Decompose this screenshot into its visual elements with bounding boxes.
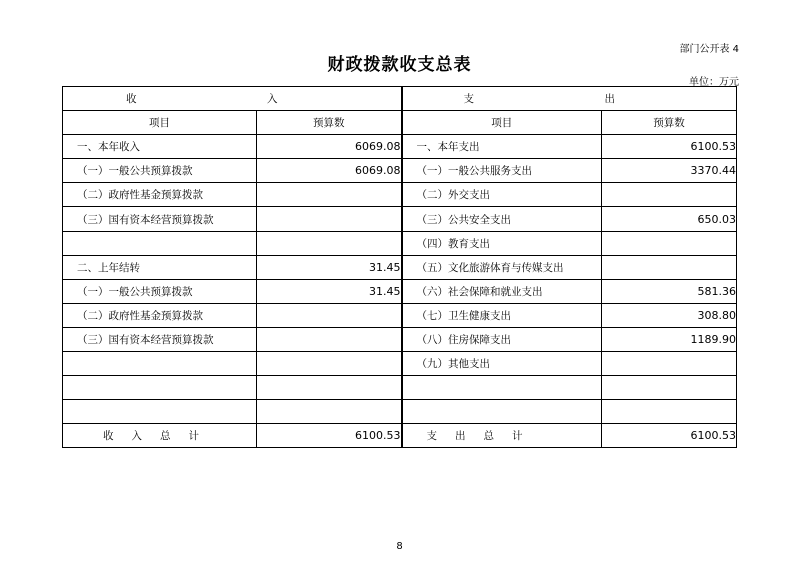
income-value <box>257 231 402 255</box>
table-row <box>63 159 737 183</box>
table-code: 部门公开表 4 <box>679 44 739 55</box>
income-value <box>257 400 402 424</box>
income-value: 6069.08 <box>257 159 402 183</box>
expense-label: （六）社会保障和就业支出 <box>402 279 602 303</box>
table-row <box>63 135 737 159</box>
expense-label: （二）外交支出 <box>402 183 602 207</box>
income-label: （二）政府性基金预算拨款 <box>63 303 257 327</box>
total-row <box>63 424 737 448</box>
income-value: 6069.08 <box>257 135 402 159</box>
expense-value <box>602 352 737 376</box>
income-label: 一、本年收入 <box>63 135 257 159</box>
expense-budget-header: 预算数 <box>602 111 737 135</box>
income-label: （三）国有资本经营预算拨款 <box>63 207 257 231</box>
expense-total-label: 支出总计 <box>402 424 602 448</box>
table-row <box>63 183 737 207</box>
unit-label: 单位：万元 <box>689 77 739 88</box>
expense-value <box>602 231 737 255</box>
expense-label: （七）卫生健康支出 <box>402 303 602 327</box>
income-label: （一）一般公共预算拨款 <box>63 279 257 303</box>
expense-label <box>402 376 602 400</box>
expense-item-header: 项目 <box>402 111 602 135</box>
expense-label: （三）公共安全支出 <box>402 207 602 231</box>
expense-value: 3370.44 <box>602 159 737 183</box>
expense-value: 308.80 <box>602 303 737 327</box>
table-row <box>63 327 737 351</box>
expense-header: 支 出 <box>402 87 737 111</box>
table-row <box>63 255 737 279</box>
expense-label: 一、本年支出 <box>402 135 602 159</box>
expense-value <box>602 376 737 400</box>
expense-label: （四）教育支出 <box>402 231 602 255</box>
table-row <box>63 303 737 327</box>
income-label: （三）国有资本经营预算拨款 <box>63 327 257 351</box>
income-budget-header: 预算数 <box>257 111 402 135</box>
table-row <box>63 231 737 255</box>
income-value <box>257 183 402 207</box>
income-label: （一）一般公共预算拨款 <box>63 159 257 183</box>
income-label <box>63 231 257 255</box>
table-row <box>63 207 737 231</box>
income-value <box>257 352 402 376</box>
income-value <box>257 207 402 231</box>
expense-total-value: 6100.53 <box>602 424 737 448</box>
expense-value: 650.03 <box>602 207 737 231</box>
table-row <box>63 376 737 400</box>
income-value <box>257 303 402 327</box>
section-header-row <box>63 87 737 111</box>
table-row <box>63 352 737 376</box>
expense-label <box>402 400 602 424</box>
income-label: 二、上年结转 <box>63 255 257 279</box>
income-total-value: 6100.53 <box>257 424 402 448</box>
expense-label: （八）住房保障支出 <box>402 327 602 351</box>
expense-label: （五）文化旅游体育与传媒支出 <box>402 255 602 279</box>
income-label <box>63 400 257 424</box>
income-header: 收 入 <box>63 87 402 111</box>
income-value <box>257 327 402 351</box>
expense-value <box>602 255 737 279</box>
expense-value: 581.36 <box>602 279 737 303</box>
table-row <box>63 400 737 424</box>
expense-label: （一）一般公共服务支出 <box>402 159 602 183</box>
income-item-header: 项目 <box>63 111 257 135</box>
income-value: 31.45 <box>257 255 402 279</box>
table-row <box>63 279 737 303</box>
expense-value <box>602 183 737 207</box>
income-total-label: 收入总计 <box>63 424 257 448</box>
expense-value <box>602 400 737 424</box>
income-value: 31.45 <box>257 279 402 303</box>
income-value <box>257 376 402 400</box>
expense-value: 6100.53 <box>602 135 737 159</box>
income-label <box>63 352 257 376</box>
budget-table <box>62 86 737 448</box>
income-label: （二）政府性基金预算拨款 <box>63 183 257 207</box>
expense-value: 1189.90 <box>602 327 737 351</box>
column-header-row <box>63 111 737 135</box>
page-title: 财政拨款收支总表 <box>327 55 472 75</box>
page-number: 8 <box>396 541 403 552</box>
income-label <box>63 376 257 400</box>
expense-label: （九）其他支出 <box>402 352 602 376</box>
